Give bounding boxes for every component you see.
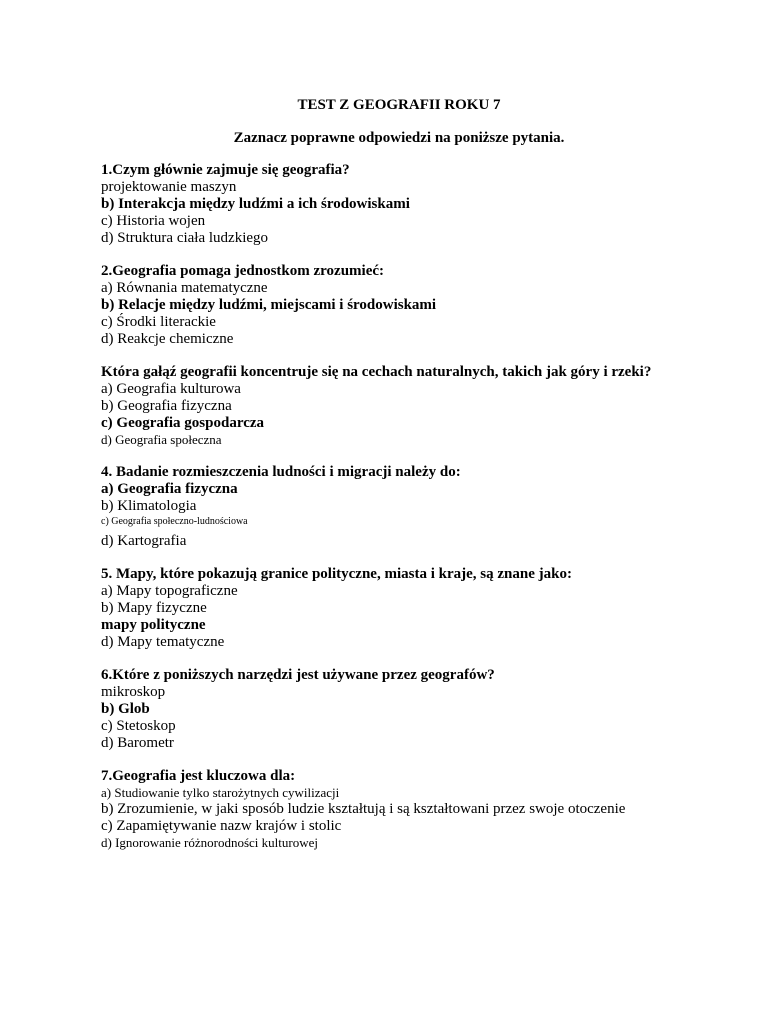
answer-option: b) Relacje między ludźmi, miejscami i środowiskami: [101, 297, 437, 313]
answer-option: d) Barometr: [101, 735, 174, 751]
question-text: 7.Geografia jest kluczowa dla:: [101, 768, 296, 784]
question-5: [101, 566, 741, 651]
answer-option: c) Geografia gospodarcza: [101, 415, 265, 431]
answer-option: mikroskop: [101, 684, 166, 700]
question-2: [101, 263, 741, 348]
question-1: [101, 162, 741, 247]
question-text: 1.Czym głównie zajmuje się geografia?: [101, 162, 350, 178]
question-text: Która gałąź geografii koncentruje się na cechach naturalnych, takich jak góry i rzeki?: [101, 364, 652, 380]
question-7: [101, 768, 741, 851]
answer-option: d) Ignorowanie różnorodności kulturowej: [101, 835, 318, 850]
question-text: 5. Mapy, które pokazują granice polityczne, miasta i kraje, są znane jako:: [101, 566, 572, 582]
question-list: [101, 162, 741, 867]
answer-option: mapy polityczne: [101, 617, 206, 633]
answer-option: a) Mapy topograficzne: [101, 583, 238, 599]
answer-option: c) Geografia społeczno-ludnościowa: [101, 516, 248, 527]
answer-option: d) Kartografia: [101, 533, 187, 549]
question-text: 4. Badanie rozmieszczenia ludności i migracji należy do:: [101, 464, 461, 480]
answer-option: b) Interakcja między ludźmi a ich środowiskami: [101, 196, 410, 212]
answer-option: d) Mapy tematyczne: [101, 634, 225, 650]
answer-option: projektowanie maszyn: [101, 179, 237, 195]
answer-option: a) Geografia kulturowa: [101, 381, 241, 397]
answer-option: b) Glob: [101, 701, 150, 717]
answer-option: a) Studiowanie tylko starożytnych cywilizacji: [101, 785, 340, 800]
answer-option: b) Mapy fizyczne: [101, 600, 207, 616]
answer-option: d) Struktura ciała ludzkiego: [101, 230, 269, 246]
question-3: [101, 364, 741, 448]
question-4: [101, 464, 741, 550]
answer-option: c) Środki literackie: [101, 314, 216, 330]
answer-option: c) Zapamiętywanie nazw krajów i stolic: [101, 818, 342, 834]
answer-option: a) Równania matematyczne: [101, 280, 268, 296]
answer-option: d) Geografia społeczna: [101, 432, 222, 447]
document-instructions: Zaznacz poprawne odpowiedzi na poniższe pytania.: [233, 130, 565, 146]
question-text: 2.Geografia pomaga jednostkom zrozumieć:: [101, 263, 385, 279]
answer-option: a) Geografia fizyczna: [101, 481, 238, 497]
answer-option: c) Stetoskop: [101, 718, 176, 734]
question-text: 6.Które z poniższych narzędzi jest używane przez geografów?: [101, 667, 495, 683]
question-6: [101, 667, 741, 752]
answer-option: b) Klimatologia: [101, 498, 197, 514]
answer-option: b) Geografia fizyczna: [101, 398, 232, 414]
answer-option: c) Historia wojen: [101, 213, 206, 229]
answer-option: b) Zrozumienie, w jaki sposób ludzie kształtują i są kształtowani przez swoje otoczenie: [101, 801, 626, 817]
answer-option: d) Reakcje chemiczne: [101, 331, 234, 347]
document-title: TEST Z GEOGRAFII ROKU 7: [297, 97, 501, 113]
